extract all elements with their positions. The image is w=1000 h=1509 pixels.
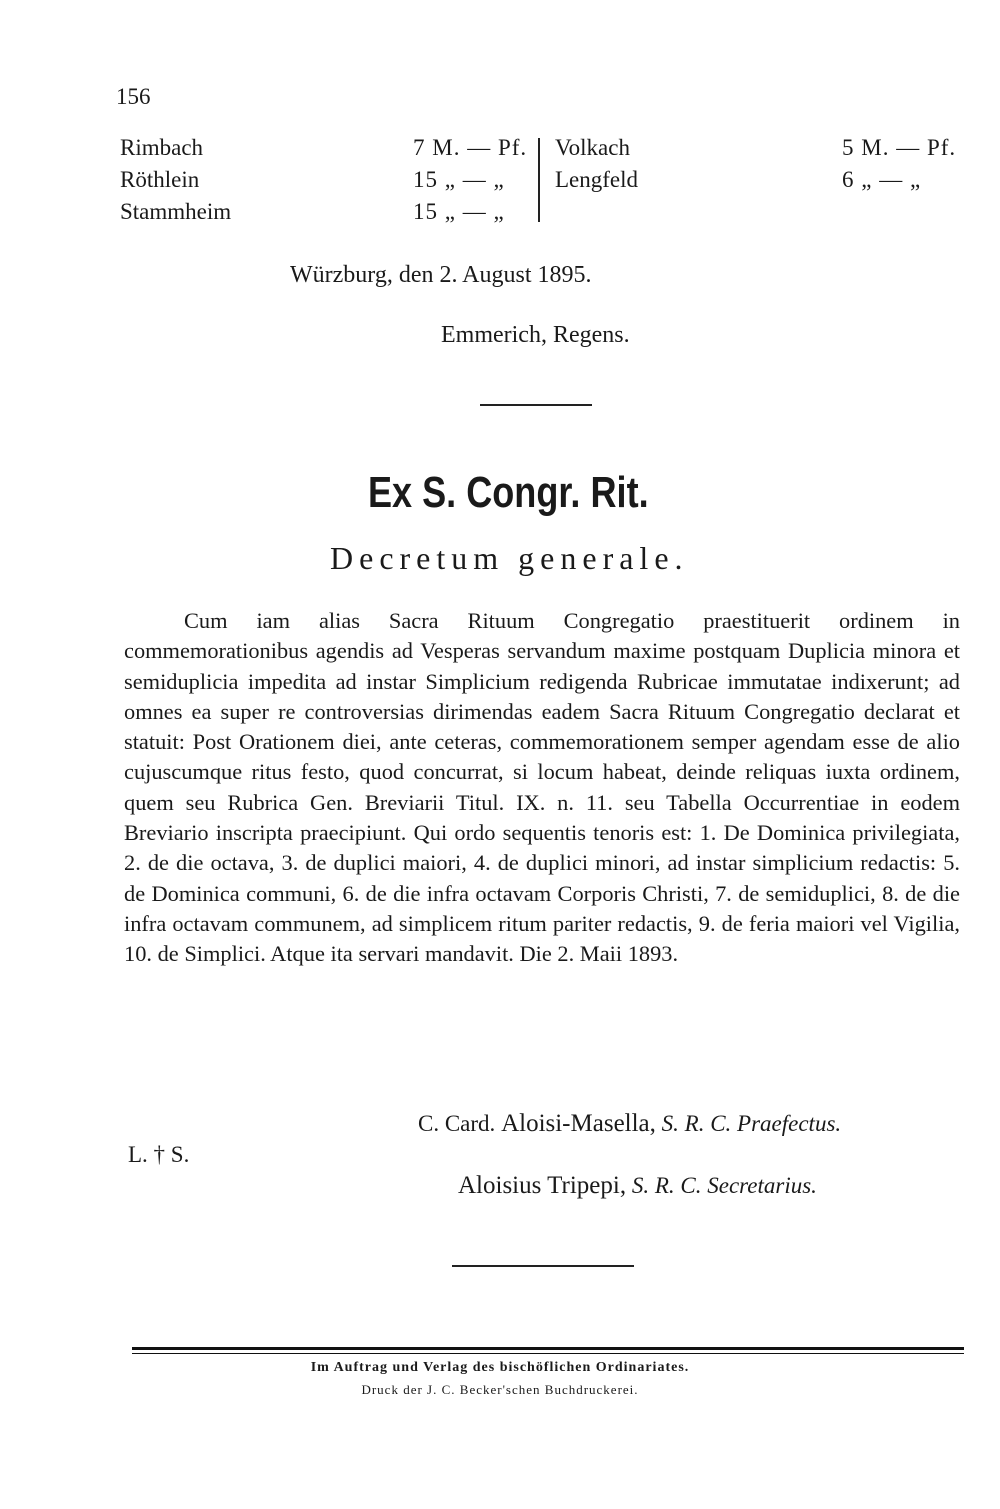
column-divider bbox=[538, 138, 540, 222]
signature-prefect bbox=[418, 1110, 841, 1138]
imprint-publisher: Im Auftrag und Verlag des bischöflichen Ordinariates. bbox=[310, 1360, 690, 1375]
list-item-place: Stammheim bbox=[120, 199, 232, 224]
list-item-amount: 15 „ — „ bbox=[413, 199, 505, 224]
signature-secretary bbox=[458, 1172, 817, 1200]
decree-subheading: Decretum generale. bbox=[330, 540, 689, 576]
signature-name: Aloisi-Masella, bbox=[501, 1110, 656, 1137]
imprint-printer: Druck der J. C. Becker'schen Buchdruckerei. bbox=[361, 1382, 639, 1397]
page-number: 156 bbox=[116, 84, 151, 109]
list-item-place: Rimbach bbox=[120, 135, 204, 160]
list-item-amount: 7 M. — Pf. bbox=[413, 135, 528, 160]
footer-rule bbox=[132, 1353, 964, 1354]
place-date-line: Würzburg, den 2. August 1895. bbox=[290, 262, 592, 288]
section-divider bbox=[452, 1265, 634, 1267]
section-divider bbox=[480, 404, 592, 406]
decree-heading: Ex S. Congr. Rit. bbox=[367, 468, 649, 517]
list-item-amount: 6 „ — „ bbox=[842, 167, 922, 192]
decree-body-text: Cum iam alias Sacra Rituum Congregatio praestituerit ordinem in commemorationibus agendis ad Vesperas servandum maxime postquam Duplicia minora et semiduplicia impedita ad instar Simplicium redigenda Rubricae immutatae indixerunt; ad omnes ea super re controversias dirimendas eadem Sacra Rituum Congregatio declarat et statuit: Post Orationem diei, ante ceteras, commemorationem semper agendam esse de alio cujuscumque ritus festo, quod concurrat, si locum habeat, deinde reliquas iuxta ordinem, quem seu Rubrica Gen. Breviarii Titul. IX. n. 11. seu Tabella Occurrentiae in eodem Breviario inscripta praecipiunt. Qui ordo sequentis tenoris est: 1. De Dominica privilegiata, 2. de die octava, 3. de duplici maiori, 4. de duplici minori, ad instar simplicium redactis: 5. de Dominica communi, 6. de die infra octavam Corporis Christi, 7. de semiduplici, 8. de die infra octavam communem, ad simplicem ritum pariter redactis, 9. de feria maiori vel Vigilia, 10. de Simplici. Atque ita servari mandavit. Die 2. Maii 1893. bbox=[124, 608, 960, 967]
signature-prefix: C. Card. bbox=[418, 1111, 496, 1136]
list-item-place: Röthlein bbox=[120, 167, 200, 192]
seal-mark: L. † S. bbox=[128, 1142, 190, 1167]
list-item-amount: 5 M. — Pf. bbox=[842, 135, 957, 160]
list-item-place: Lengfeld bbox=[555, 167, 639, 192]
signature-title: S. R. C. Praefectus. bbox=[661, 1111, 842, 1136]
list-item-amount: 15 „ — „ bbox=[413, 167, 505, 192]
signature-title: S. R. C. Secretarius. bbox=[631, 1173, 817, 1198]
signature-name: Aloisius Tripepi, bbox=[458, 1172, 627, 1199]
decree-body bbox=[124, 606, 960, 970]
footer-rule bbox=[132, 1347, 964, 1350]
contribution-list bbox=[120, 132, 960, 228]
local-signature: Emmerich, Regens. bbox=[441, 322, 630, 348]
list-item-place: Volkach bbox=[555, 135, 630, 160]
